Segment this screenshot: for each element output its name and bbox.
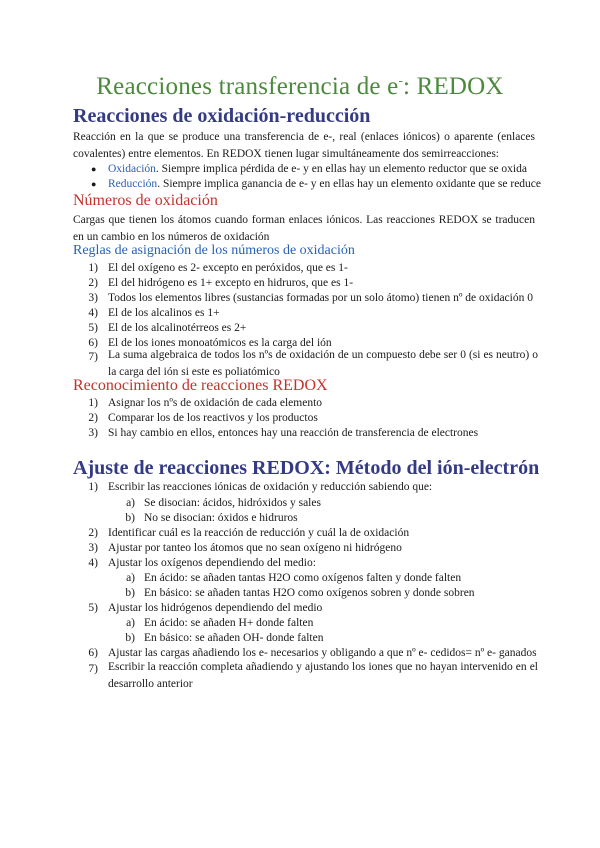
list-number: 7) <box>88 351 98 363</box>
list-item: Todos los elementos libres (sustancias formadas por un solo átomo) tienen nº de oxidación 0 <box>108 292 533 304</box>
sub-list-item: En básico: se añaden OH- donde falten <box>144 632 324 644</box>
list-item: Ajustar los hidrógenos dependiendo del medio <box>108 602 323 614</box>
sub-list-item: En ácido: se añaden H+ donde falten <box>144 617 314 629</box>
list-number: 4) <box>88 307 98 319</box>
sub-list-item: En básico: se añaden tantas H2O como oxígenos sobren y donde sobren <box>144 587 475 599</box>
list-number: 1) <box>88 397 98 409</box>
list-number: 2) <box>88 412 98 424</box>
list-item: El de los iones monoatómicos es la carga del ión <box>108 337 332 349</box>
sub-list-letter: b) <box>125 587 135 599</box>
list-item: Ajustar los oxígenos dependiendo del medio: <box>108 557 316 569</box>
list-item: El del oxígeno es 2- excepto en peróxidos, que es 1- <box>108 262 348 274</box>
list-number: 3) <box>88 292 98 304</box>
list-number: 6) <box>88 647 98 659</box>
list-item: Comparar los de los reactivos y los productos <box>108 412 318 424</box>
heading-ajuste: Ajuste de reacciones REDOX: Método del ión-electrón <box>73 457 540 479</box>
list-item: Escribir la reacción completa añadiendo y ajustando los iones que no hayan intervenido en el desarrollo anterior <box>108 661 538 690</box>
list-number: 5) <box>88 602 98 614</box>
list-number: 3) <box>88 542 98 554</box>
list-number: 2) <box>88 527 98 539</box>
list-item: Asignar los nºs de oxidación de cada elemento <box>108 397 323 409</box>
heading-numeros-oxidacion: Números de oxidación <box>73 192 218 209</box>
sub-list-letter: b) <box>125 632 135 644</box>
list-number: 6) <box>88 337 98 349</box>
list-item: El de los alcalinotérreos es 2+ <box>108 322 247 334</box>
sub-list-item: En ácido: se añaden tantas H2O como oxígenos falten y donde falten <box>144 572 462 584</box>
list-item: Ajustar las cargas añadiendo los e- necesarios y obligando a que nº e- cedidos= nº e- ganados <box>108 647 537 659</box>
sub-list-letter: b) <box>125 512 135 524</box>
list-item: La suma algebraica de todos los nºs de oxidación de un compuesto debe ser 0 (si es neutro) o la carga del ión si este es poliatómico <box>108 349 538 378</box>
list-number: 1) <box>88 262 98 274</box>
list-item: Escribir las reacciones iónicas de oxidación y reducción sabiendo que: <box>108 481 433 493</box>
sub-list-letter: a) <box>126 617 135 629</box>
redox-intro: Reacción en la que se produce una transferencia de e-, real (enlaces iónicos) o aparente (enlaces covalentes) entre elementos. En REDOX tienen lugar simultáneamente dos semirreacciones: <box>73 131 535 160</box>
numeros-intro: Cargas que tienen los átomos cuando forman enlaces iónicos. Las reacciones REDOX se traducen en un cambio en los números de oxidación <box>73 214 535 243</box>
bullet-oxidacion: Oxidación. Siempre implica pérdida de e- y en ellas hay un elemento reductor que se oxida <box>108 163 527 175</box>
sub-list-letter: a) <box>126 497 135 509</box>
bullet-icon: ● <box>91 179 97 189</box>
heading-reglas: Reglas de asignación de los números de oxidación <box>73 243 355 258</box>
heading-redox: Reacciones de oxidación-reducción <box>73 105 371 127</box>
list-number: 4) <box>88 557 98 569</box>
sub-list-item: Se disocian: ácidos, hidróxidos y sales <box>144 497 321 509</box>
sub-list-letter: a) <box>126 572 135 584</box>
list-number: 3) <box>88 427 98 439</box>
list-number: 7) <box>88 663 98 675</box>
bullet-reduccion: Reducción. Siempre implica ganancia de e- y en ellas hay un elemento oxidante que se reduce <box>108 178 542 190</box>
list-number: 2) <box>88 277 98 289</box>
sub-list-item: No se disocian: óxidos e hidruros <box>144 512 298 524</box>
bullet-icon: ● <box>91 164 97 174</box>
list-number: 1) <box>88 481 98 493</box>
list-item: Identificar cuál es la reacción de reducción y cuál la de oxidación <box>108 527 410 539</box>
list-item: El del hidrógeno es 1+ excepto en hidruros, que es 1- <box>108 277 354 289</box>
page-title: Reacciones transferencia de e-: REDOX <box>96 72 504 100</box>
list-item: Si hay cambio en ellos, entonces hay una reacción de transferencia de electrones <box>108 427 479 439</box>
list-item: Ajustar por tanteo los átomos que no sean oxígeno ni hidrógeno <box>108 542 402 554</box>
heading-reconocimiento: Reconocimiento de reacciones REDOX <box>73 377 328 394</box>
list-number: 5) <box>88 322 98 334</box>
list-item: El de los alcalinos es 1+ <box>108 307 220 319</box>
